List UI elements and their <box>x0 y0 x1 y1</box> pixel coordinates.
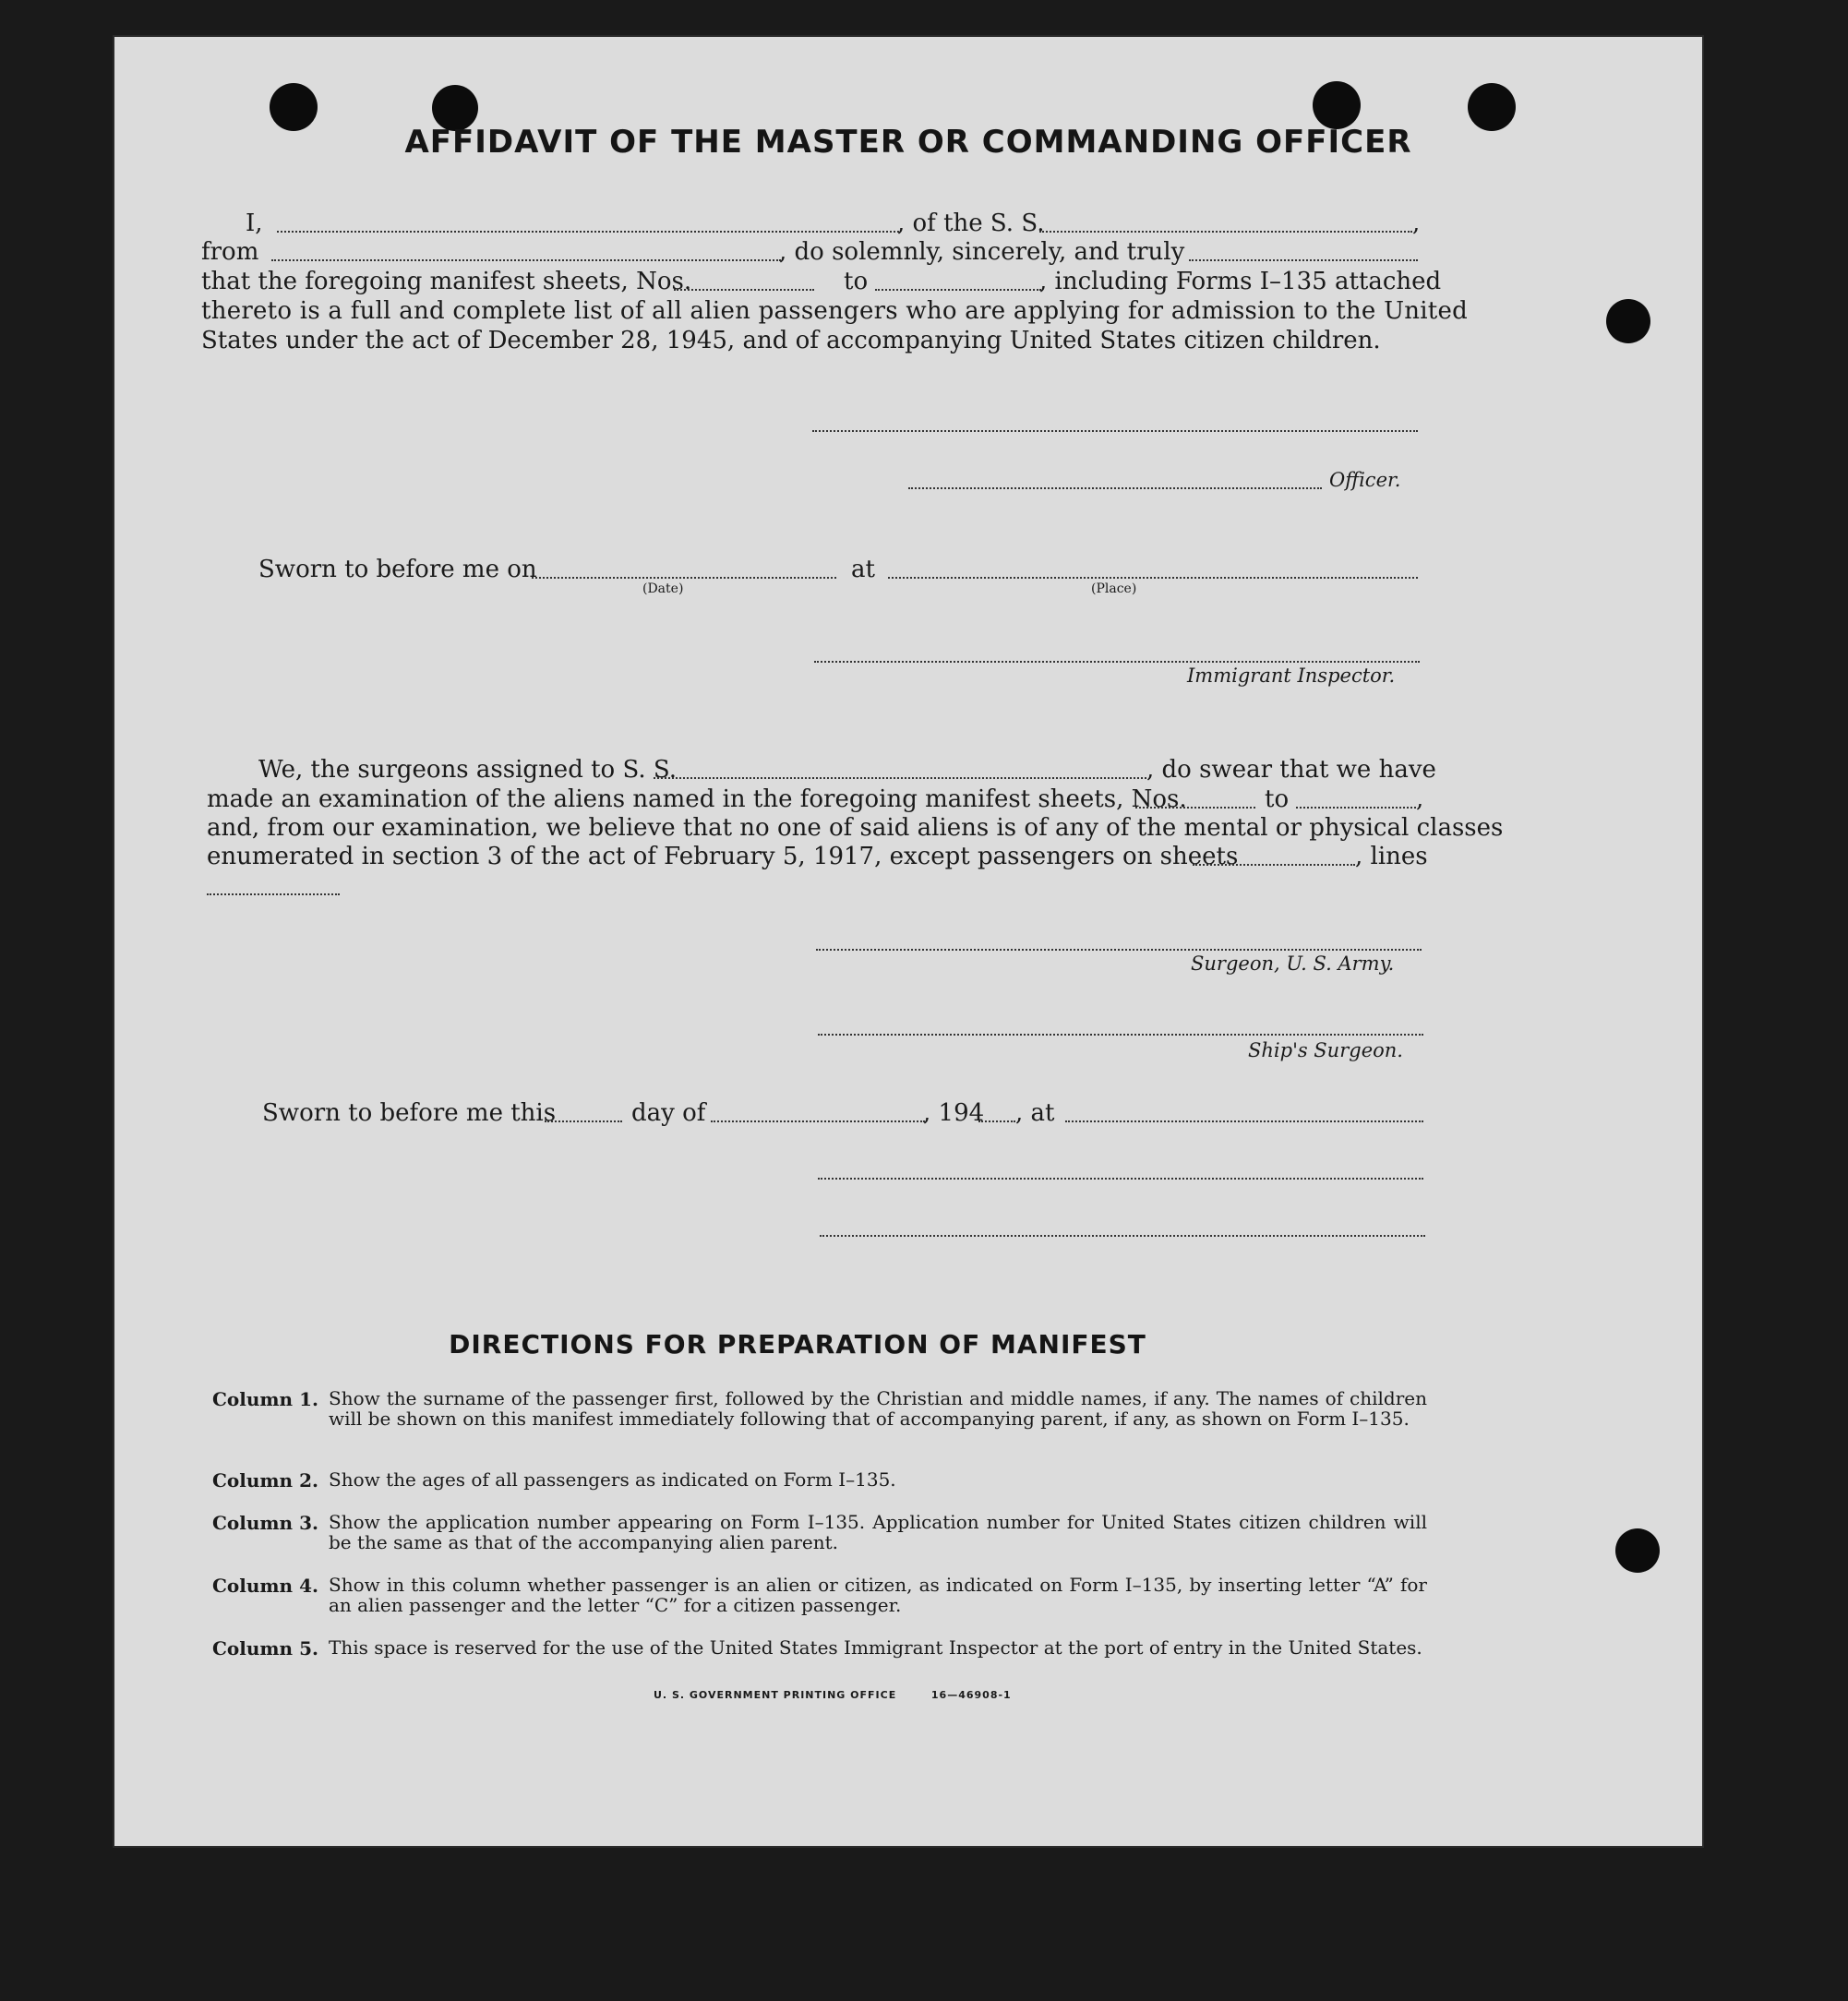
surgeons-lines-field[interactable] <box>207 893 340 895</box>
surgeons-line4-a: enumerated in section 3 of the act of February 5, 1917, except passengers on sheets <box>207 843 1239 870</box>
sworn-this-text: Sworn to before me this <box>262 1099 557 1127</box>
sworn-date-field[interactable] <box>532 577 836 579</box>
affidavit-title: AFFIDAVIT OF THE MASTER OR COMMANDING OFFICER <box>404 124 1412 161</box>
column-4-text: Show in this column whether passenger is an alien or citizen, as indicated on Form I–135, by inserting letter “A” for an alien passenger and the letter “C” for a citizen passenger. <box>329 1574 1427 1616</box>
from-port-field[interactable] <box>271 259 781 261</box>
sheets-to-field[interactable] <box>875 289 1041 291</box>
column-5-text: This space is reserved for the use of the United States Immigrant Inspector at the port of entry in the United States. <box>329 1636 1422 1659</box>
surgeons-ship-field[interactable] <box>654 777 1146 779</box>
affidavit-line4: thereto is a full and complete list of all alien passengers who are applying for admission to the United <box>201 297 1469 325</box>
army-surgeon-signature-line[interactable] <box>816 949 1422 951</box>
surgeons-line4-b: , lines <box>1355 843 1428 870</box>
printer-footer <box>654 1689 1012 1701</box>
surgeons-line2-end: , <box>1416 785 1424 813</box>
punch-hole <box>1313 81 1361 129</box>
sheets-from-field[interactable] <box>674 289 814 291</box>
officer-label: Officer. <box>1329 469 1401 491</box>
affidavit-of-ss: , of the S. S. <box>897 210 1045 237</box>
sworn-year: , 194 <box>923 1099 985 1127</box>
swear-field[interactable] <box>1189 259 1418 261</box>
officer-signature-line[interactable] <box>812 430 1418 432</box>
affidavit-from: from <box>201 238 259 266</box>
affidavit-line1-end: , <box>1412 210 1421 237</box>
ship-surgeon-signature-line[interactable] <box>818 1034 1423 1036</box>
officer-title-line[interactable] <box>908 487 1322 489</box>
sworn-this-place-field[interactable] <box>1065 1120 1423 1122</box>
directions-title: DIRECTIONS FOR PREPARATION OF MANIFEST <box>449 1329 1146 1360</box>
affidavit-i: I, <box>246 210 263 237</box>
affidavit-line3-a: that the foregoing manifest sheets, Nos. <box>201 268 692 295</box>
form-sheet <box>114 37 1702 1846</box>
sworn-at: at <box>851 556 875 583</box>
column-2-text: Show the ages of all passengers as indicated on Form I–135. <box>329 1468 896 1491</box>
surgeons-line2-a: made an examination of the aliens named in the foregoing manifest sheets, Nos. <box>207 785 1187 813</box>
inspector-label: Immigrant Inspector. <box>1187 665 1396 687</box>
column-3-text: Show the application number appearing on Form I–135. Application number for United States citizen children will be the same as that of the accompanying alien parent. <box>329 1511 1427 1553</box>
punch-hole <box>1615 1528 1660 1573</box>
affidavit-swear: , do solemnly, sincerely, and truly <box>779 238 1185 266</box>
sworn-signature-line-1[interactable] <box>818 1178 1423 1180</box>
column-5-label: Column 5. <box>212 1637 318 1660</box>
column-3-label: Column 3. <box>212 1512 318 1534</box>
sworn-this-at: , at <box>1015 1099 1055 1127</box>
surgeons-line1-b: , do swear that we have <box>1146 756 1436 784</box>
printer-name: U. S. GOVERNMENT PRINTING OFFICE <box>654 1689 897 1701</box>
surgeons-sheets-from-field[interactable] <box>1135 807 1255 809</box>
inspector-signature-line[interactable] <box>814 661 1420 663</box>
ship-name-field[interactable] <box>1039 231 1412 233</box>
date-caption: (Date) <box>642 581 684 596</box>
surgeons-line1-a: We, the surgeons assigned to S. S. <box>258 756 678 784</box>
surgeons-line3: and, from our examination, we believe that no one of said aliens is of any of the mental or physical classes <box>207 814 1504 842</box>
sworn-place-field[interactable] <box>888 577 1418 579</box>
punch-hole <box>1606 299 1650 343</box>
sworn-month-field[interactable] <box>711 1120 925 1122</box>
sworn-day-of: day of <box>631 1099 706 1127</box>
sworn-day-field[interactable] <box>545 1120 622 1122</box>
form-code: 16—46908-1 <box>930 1689 1012 1701</box>
affidavit-line3-b: , including Forms I–135 attached <box>1039 268 1442 295</box>
column-2-label: Column 2. <box>212 1469 318 1492</box>
column-4-label: Column 4. <box>212 1575 318 1597</box>
affidavit-line5: States under the act of December 28, 1945, and of accompanying United States citizen children. <box>201 327 1381 354</box>
sworn-year-field[interactable] <box>978 1120 1015 1122</box>
sworn-inspector-text: Sworn to before me on <box>258 556 537 583</box>
column-1-text: Show the surname of the passenger first, followed by the Christian and middle names, if any. The names of children will be shown on this manifest immediately following that of accompanying parent, if any, as shown on Form I–135. <box>329 1387 1427 1430</box>
army-surgeon-label: Surgeon, U. S. Army. <box>1191 953 1395 975</box>
surgeons-sheets-to-field[interactable] <box>1296 807 1416 809</box>
surgeons-except-sheets-field[interactable] <box>1193 864 1355 866</box>
place-caption: (Place) <box>1091 581 1137 596</box>
affidavit-line3-to: to <box>844 268 869 295</box>
master-name-field[interactable] <box>277 231 899 233</box>
ship-surgeon-label: Ship's Surgeon. <box>1248 1039 1403 1061</box>
sworn-signature-line-2[interactable] <box>820 1235 1425 1237</box>
surgeons-line2-to: to <box>1265 785 1290 813</box>
column-1-label: Column 1. <box>212 1388 318 1410</box>
